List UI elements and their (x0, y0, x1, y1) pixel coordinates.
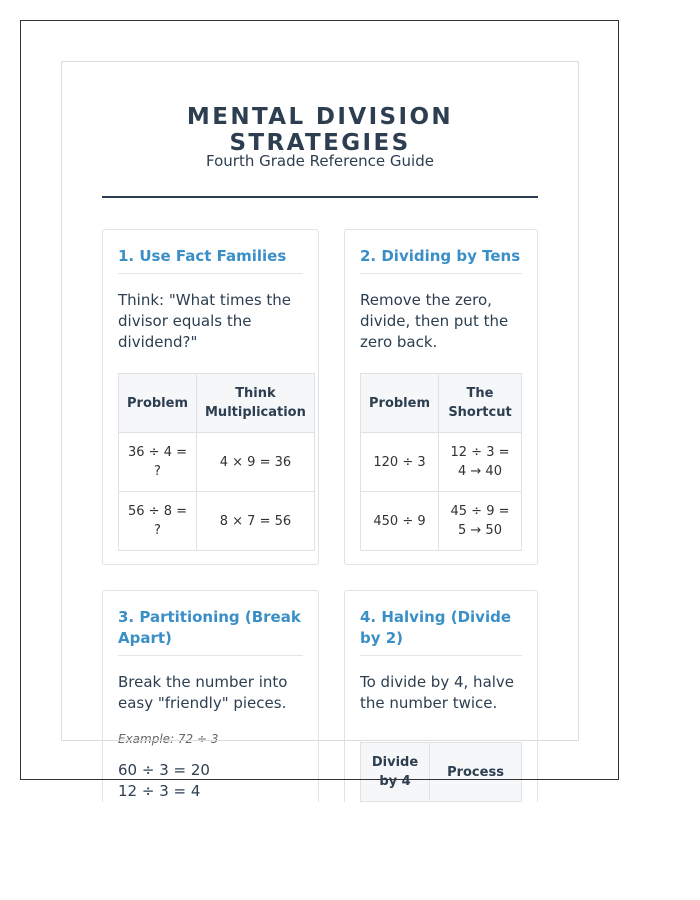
table-cell: 450 ÷ 9 (361, 492, 439, 551)
strategy-heading: 1. Use Fact Families (118, 230, 303, 274)
strategy-description: To divide by 4, halve the number twice. (360, 673, 515, 712)
table-header-row (119, 374, 315, 433)
column-header: Process (430, 743, 522, 802)
column-header: Problem (119, 374, 197, 433)
strategy-description: Break the number into easy "friendly" pieces. (118, 673, 288, 712)
strategy-table (360, 742, 522, 802)
table-cell: 56 ÷ 8 = ? (119, 492, 197, 551)
strategy-card-partitioning (102, 590, 319, 802)
table-cell: 120 ÷ 3 (361, 433, 439, 492)
table-header-row (361, 743, 522, 802)
table-cell (430, 802, 522, 803)
table-cell: 36 ÷ 4 = ? (119, 433, 197, 492)
table-cell: 45 ÷ 9 = 5 → 50 (439, 492, 522, 551)
table-header-row (361, 374, 522, 433)
table-cell: 12 ÷ 3 = 4 → 40 (439, 433, 522, 492)
column-header: Problem (361, 374, 439, 433)
strategy-description: Think: "What times the divisor equals the dividend?" (118, 291, 292, 351)
table-row (361, 433, 522, 492)
strategy-example: Example: 72 ÷ 3 (118, 732, 219, 746)
strategy-table (360, 373, 522, 551)
strategy-heading: 4. Halving (Divide by 2) (360, 591, 522, 656)
table-cell (361, 802, 430, 803)
strategy-card-dividing-by-tens (344, 229, 538, 565)
strategy-card-halving (344, 590, 538, 802)
page-subtitle: Fourth Grade Reference Guide (206, 152, 434, 170)
column-header: Think Multiplication (197, 374, 315, 433)
column-header: Divide by 4 (361, 743, 430, 802)
example-step: 60 ÷ 3 = 20 (118, 761, 210, 779)
table-row (361, 492, 522, 551)
table-cell: 4 × 9 = 36 (197, 433, 315, 492)
header-divider (102, 196, 538, 198)
column-header: The Shortcut (439, 374, 522, 433)
table-row (119, 492, 315, 551)
strategy-heading: 3. Partitioning (Break Apart) (118, 591, 303, 656)
strategy-heading: 2. Dividing by Tens (360, 230, 522, 274)
strategy-table (118, 373, 315, 551)
example-step: 12 ÷ 3 = 4 (118, 782, 201, 800)
table-row (119, 433, 315, 492)
page-title: MENTAL DIVISION STRATEGIES (186, 104, 454, 156)
table-cell: 8 × 7 = 56 (197, 492, 315, 551)
example-steps (118, 760, 303, 802)
table-row (361, 802, 522, 803)
strategy-card-fact-families (102, 229, 319, 565)
strategy-description: Remove the zero, divide, then put the zero back. (360, 291, 509, 351)
